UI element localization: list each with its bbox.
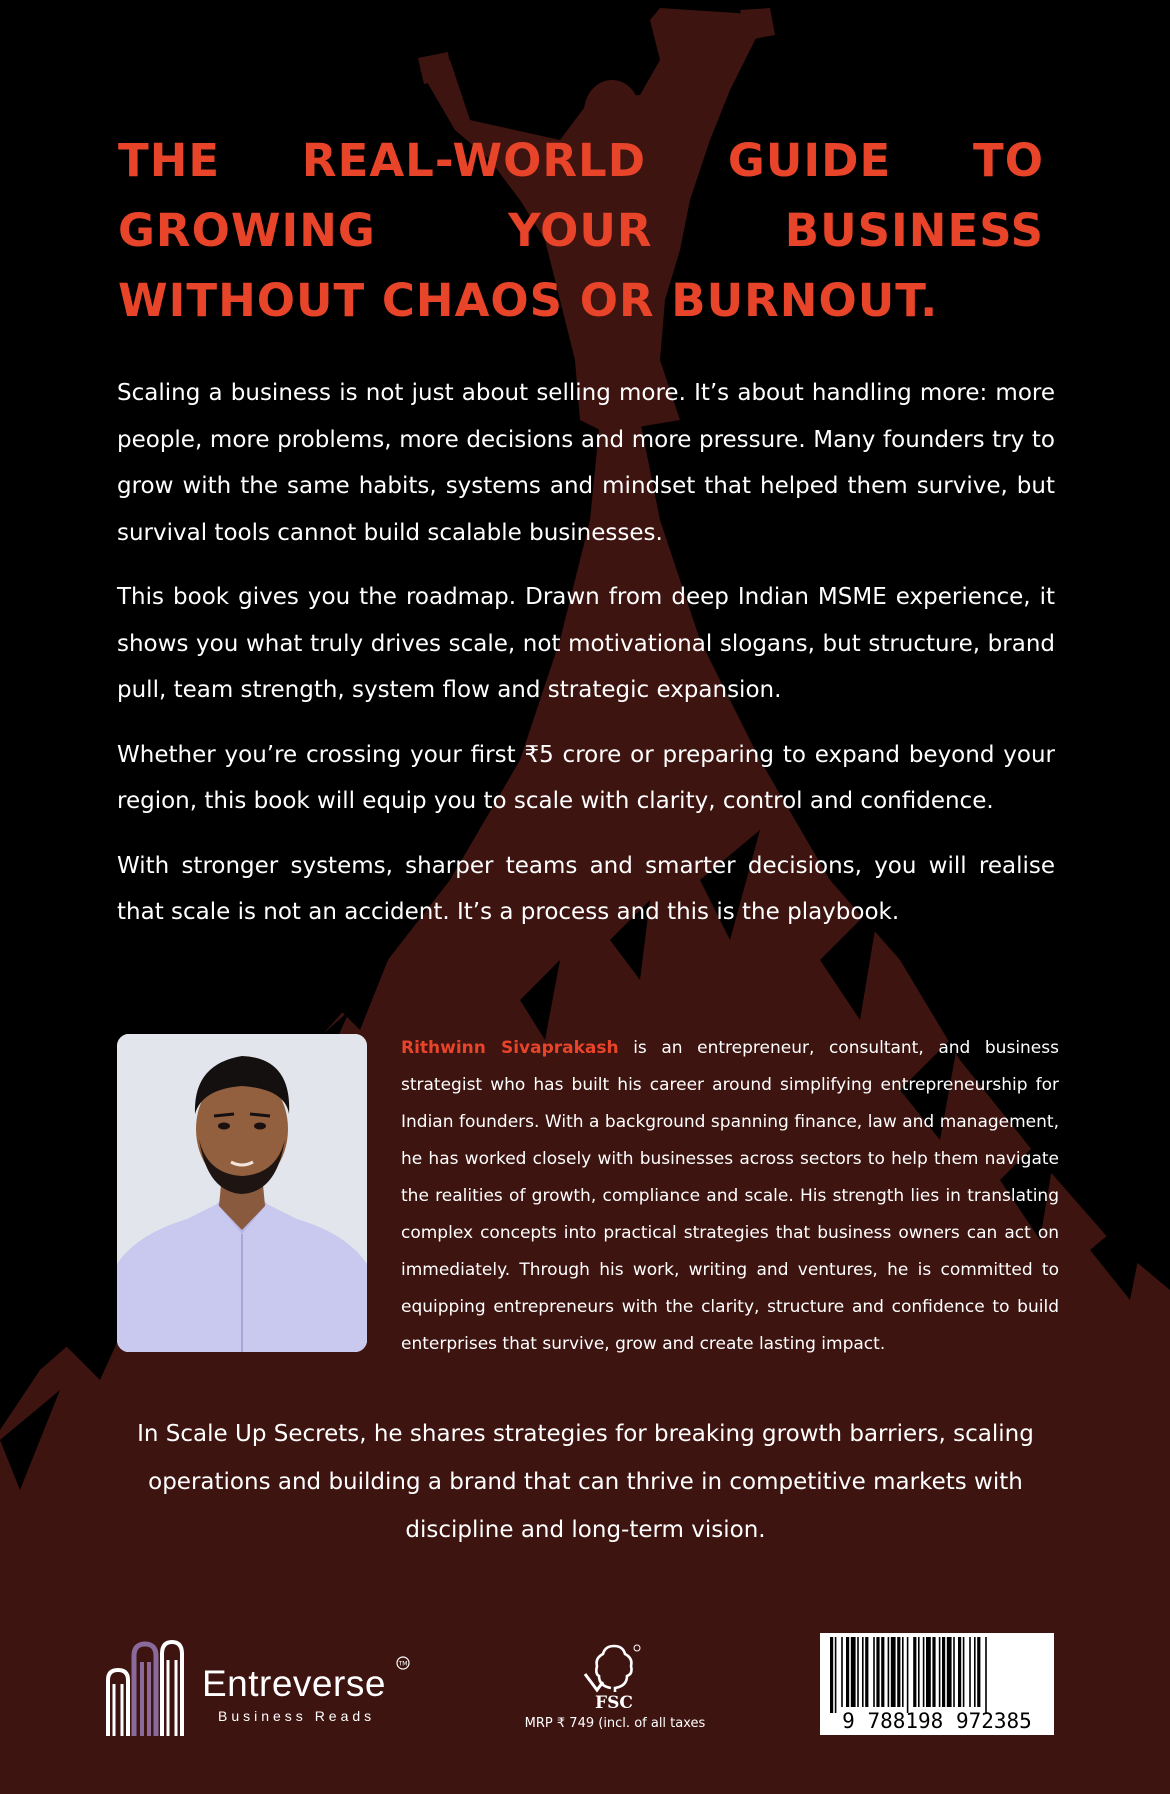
barcode-bar — [913, 1637, 916, 1707]
blurb-paragraph-4: With stronger systems, sharper teams and smarter decisions, you will realise that scale is not an accident. It’s a process and this is the playbook. — [117, 852, 1055, 925]
barcode-bar — [963, 1637, 965, 1707]
blurb-paragraph-3: Whether you’re crossing your first ₹5 crore or preparing to expand beyond your region, this book will equip you to scale with clarity, control and confidence. — [117, 741, 1055, 814]
cover-headline: THE REAL-WORLD GUIDE TO GROWING YOUR BUSINESS WITHOUT CHAOS OR BURNOUT. — [118, 134, 1044, 327]
barcode-bar — [969, 1637, 971, 1707]
trademark-icon — [396, 1656, 410, 1670]
barcode-bar — [907, 1637, 909, 1713]
barcode-bar — [876, 1637, 879, 1707]
barcode-bar — [985, 1637, 987, 1713]
barcode-bar — [846, 1637, 849, 1707]
barcode-bar — [977, 1637, 980, 1707]
barcode-bar — [888, 1637, 890, 1707]
barcode-bar — [862, 1637, 864, 1707]
barcode-bar — [942, 1637, 945, 1707]
author-photo — [117, 1034, 367, 1352]
barcode-bar — [958, 1637, 961, 1707]
barcode-bar — [851, 1637, 856, 1707]
svg-text:TM: TM — [398, 1660, 408, 1668]
publisher-logo — [106, 1640, 416, 1740]
publisher-name: Entreverse — [202, 1663, 386, 1704]
barcode-bar — [932, 1637, 935, 1707]
author-name: Rithwinn Sivaprakash — [401, 1038, 619, 1058]
book-summary: In Scale Up Secrets, he shares strategies for breaking growth barriers, scaling operations and building a brand that can thrive in competitive markets with discipline and long-term vision. — [137, 1421, 1034, 1543]
barcode-bar — [926, 1637, 931, 1707]
blurb-paragraph-2: This book gives you the roadmap. Drawn from deep Indian MSME experience, it shows you what truly drives scale, not motivational slogans, but structure, brand pull, team strength, system flow and strategic expansion. — [117, 584, 1055, 703]
barcode-bar — [923, 1637, 925, 1707]
barcode-bar — [830, 1637, 833, 1713]
barcode-bar — [841, 1637, 843, 1707]
author-bio-text: is an entrepreneur, consultant, and business strategist who has built his career around simplifying entrepreneurship for Indian founders. With a background spanning finance, law and management, he has worked closely with businesses across sectors to help them navigate the realities of growth, compliance and scale. His strength lies in translating complex concepts into practical strategies that business owners can act on immediately. Through his work, writing and ventures, he is committed to equipping entrepreneurs with the clarity, structure and confidence to build enterprises that survive, grow and create lasting impact. — [401, 1038, 1059, 1354]
fsc-mark — [520, 1640, 710, 1735]
barcode-bar — [947, 1637, 952, 1707]
fsc-tree-icon — [581, 1640, 647, 1710]
barcode-bar — [881, 1637, 884, 1707]
barcode-bar — [953, 1637, 955, 1707]
barcode-bar — [891, 1637, 896, 1707]
book-stack-icon — [106, 1640, 184, 1736]
mrp-price: MRP ₹ 749 (incl. of all taxes — [524, 1716, 706, 1731]
isbn-barcode — [820, 1633, 1054, 1735]
barcode-bar — [873, 1637, 875, 1707]
barcode-bar — [857, 1637, 859, 1707]
author-bio — [401, 1030, 1059, 1363]
isbn-number: 9 788198 972385 — [842, 1709, 1032, 1733]
barcode-bar — [897, 1637, 900, 1707]
fsc-label: FSC — [595, 1693, 633, 1710]
book-blurb — [117, 370, 1055, 954]
barcode-bar — [865, 1637, 868, 1707]
blurb-paragraph-1: Scaling a business is not just about selling more. It’s about handling more: more people, more problems, more decisions and more pressure. Many founders try to grow with the same habits, systems and mindset that helped them survive, but survival tools cannot build scalable businesses. — [117, 380, 1055, 546]
barcode-bar — [974, 1637, 976, 1707]
barcode-bar — [918, 1637, 920, 1707]
barcode-bar — [835, 1637, 837, 1713]
publisher-tagline: Business Reads — [218, 1708, 376, 1724]
barcode-bar — [902, 1637, 904, 1707]
barcode-bar — [939, 1637, 941, 1707]
